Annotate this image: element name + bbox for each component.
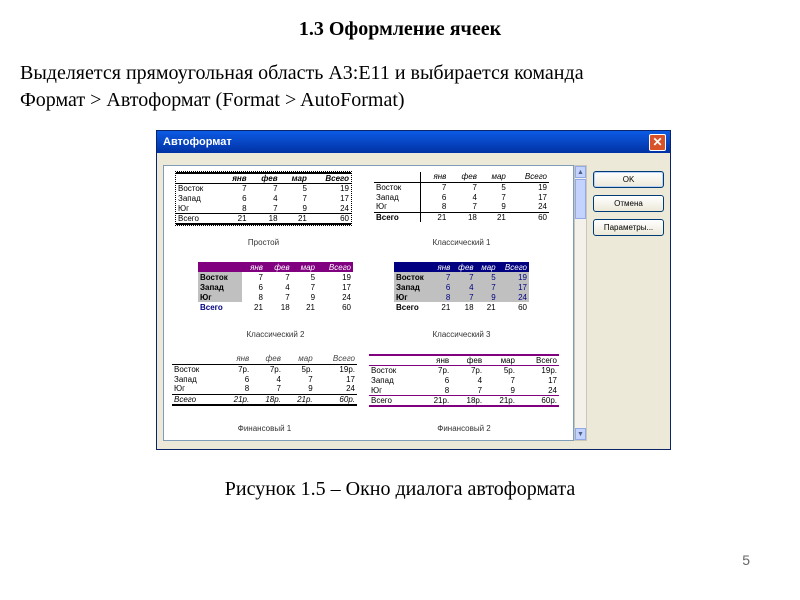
preview-cell: янв: [242, 262, 265, 272]
preview-row: [394, 272, 529, 282]
intro-line-2: Формат > Автоформат (Format > AutoFormat): [20, 89, 405, 111]
preview-cell: 21: [280, 214, 309, 225]
preview-cell: Запад: [178, 194, 201, 203]
preview-row: [176, 214, 351, 225]
preview-cell: фев: [251, 354, 283, 364]
preview-cell: Юг: [374, 202, 421, 212]
preview-cell: 19: [342, 272, 351, 282]
format-preview: [198, 262, 353, 312]
format-preview: [374, 172, 549, 222]
preview-cell: 7: [285, 292, 290, 302]
preview-cell: 7: [310, 282, 316, 292]
preview-row: [394, 302, 529, 312]
preview-cell: 9: [510, 385, 515, 395]
page-number: 5: [742, 552, 750, 568]
preview-row: [394, 262, 529, 272]
preview-cell: янв: [418, 355, 451, 366]
format-label: Классический 3: [432, 330, 491, 339]
preview-cell: 7: [273, 203, 278, 213]
preview-cell: мар: [479, 172, 508, 182]
preview-cell: Восток: [198, 272, 242, 282]
format-label: Простой: [247, 238, 280, 247]
preview-cell: 21: [254, 302, 263, 312]
preview-cell: Всего: [498, 262, 529, 272]
preview-cell: 4: [273, 194, 278, 203]
preview-cell: мар: [484, 355, 517, 366]
preview-cell: 4: [472, 192, 477, 202]
preview-cell: 21: [476, 302, 498, 312]
preview-cell: Всего: [374, 212, 421, 222]
preview-cell: 7: [476, 282, 498, 292]
preview-cell: 18: [452, 302, 475, 312]
format-classic-2[interactable]: [198, 262, 353, 340]
preview-cell: 7: [432, 272, 452, 282]
preview-cell: 7: [510, 376, 515, 385]
preview-cell: 21: [479, 212, 508, 222]
gallery-scrollbar[interactable]: [574, 165, 587, 441]
preview-cell: 8: [441, 202, 447, 212]
format-gallery: [163, 165, 574, 441]
format-label: Финансовый 2: [437, 424, 491, 433]
preview-cell: 24: [548, 385, 557, 395]
preview-cell: 21р.: [484, 396, 517, 407]
preview-cell: 18р.: [251, 394, 283, 405]
preview-cell: 17: [342, 282, 351, 292]
preview-cell: 18: [249, 214, 280, 225]
preview-cell: 7: [302, 194, 307, 203]
preview-cell: 60: [309, 214, 351, 225]
preview-cell: Всего: [315, 354, 357, 364]
preview-row: [369, 386, 559, 396]
dialog-titlebar: [157, 131, 670, 153]
preview-row: [176, 184, 351, 194]
preview-cell: 4: [276, 374, 281, 384]
preview-cell: Всего: [517, 355, 559, 366]
format-preview: [172, 354, 357, 406]
preview-row: [374, 202, 549, 212]
preview-cell: 5р.: [503, 366, 515, 376]
preview-cell: Юг: [174, 384, 185, 394]
figure-caption: Рисунок 1.5 – Окно диалога автоформата: [224, 478, 576, 500]
preview-row: [198, 262, 353, 272]
preview-cell: 17: [538, 192, 547, 202]
format-label: Классический 2: [246, 330, 305, 339]
preview-cell: Запад: [371, 376, 394, 385]
scroll-down-icon[interactable]: ▼: [575, 428, 586, 440]
preview-cell: 19р.: [541, 366, 557, 376]
preview-cell: Всего: [198, 302, 242, 312]
preview-cell: Запад: [394, 282, 432, 292]
preview-row: [374, 192, 549, 202]
format-preview: [176, 172, 351, 225]
preview-cell: Всего: [508, 172, 549, 182]
preview-row: [369, 396, 559, 407]
format-preview: [369, 354, 559, 407]
preview-cell: 4: [285, 282, 290, 292]
preview-row: [176, 204, 351, 214]
preview-cell: 8: [242, 203, 247, 213]
preview-cell: Всего: [309, 173, 351, 184]
preview-cell: 7р.: [438, 366, 450, 376]
preview-cell: 17: [498, 282, 529, 292]
preview-cell: [394, 262, 432, 272]
autoformat-dialog: [156, 130, 671, 450]
preview-cell: Юг: [371, 385, 382, 395]
format-classic-3[interactable]: [394, 262, 529, 340]
preview-cell: 9: [308, 384, 313, 394]
preview-cell: Восток: [371, 366, 397, 376]
preview-cell: Всего: [172, 394, 220, 405]
slide-title: 1.3 Оформление ячеек: [298, 18, 502, 40]
preview-cell: мар: [283, 354, 315, 364]
preview-row: [172, 384, 357, 394]
preview-cell: 7р.: [269, 364, 281, 374]
preview-cell: 8: [244, 384, 250, 394]
preview-cell: фев: [448, 172, 479, 182]
preview-cell: Всего: [369, 396, 418, 407]
format-classic-1[interactable]: [374, 172, 549, 250]
intro-text: [20, 60, 790, 114]
preview-cell: 21р.: [283, 394, 315, 405]
preview-cell: 8: [432, 292, 452, 302]
preview-cell: мар: [292, 262, 317, 272]
preview-cell: Восток: [394, 272, 432, 282]
preview-cell: 21р.: [418, 396, 451, 407]
preview-row: [172, 374, 357, 384]
preview-cell: 6: [432, 282, 452, 292]
preview-cell: фев: [265, 262, 292, 272]
format-preview: [394, 262, 529, 312]
parameters-button[interactable]: Параметры...: [593, 219, 664, 236]
preview-cell: 24: [346, 384, 355, 394]
preview-cell: янв: [221, 173, 249, 184]
format-financial-1[interactable]: [172, 354, 357, 434]
preview-cell: Всего: [394, 302, 432, 312]
preview-cell: 5: [302, 184, 307, 194]
preview-cell: Всего: [317, 262, 353, 272]
preview-row: [176, 194, 351, 204]
preview-row: [198, 272, 353, 282]
preview-cell: фев: [249, 173, 280, 184]
preview-cell: 24: [498, 292, 529, 302]
preview-row: [172, 364, 357, 374]
preview-row: [374, 182, 549, 192]
preview-cell: мар: [476, 262, 498, 272]
preview-cell: 7: [472, 182, 477, 192]
preview-cell: 21: [421, 212, 448, 222]
preview-cell: 24: [342, 292, 351, 302]
preview-cell: 24: [538, 202, 547, 212]
preview-row: [369, 355, 559, 366]
preview-cell: 7: [285, 272, 290, 282]
preview-cell: 60: [342, 302, 351, 312]
preview-cell: 7: [452, 292, 475, 302]
preview-cell: 9: [501, 202, 506, 212]
preview-row: [374, 212, 549, 222]
preview-cell: 9: [476, 292, 498, 302]
preview-cell: 21: [306, 302, 316, 312]
preview-cell: 5: [501, 182, 506, 192]
preview-cell: Запад: [374, 192, 421, 202]
preview-cell: 6: [441, 192, 447, 202]
preview-cell: 7: [441, 182, 447, 192]
preview-cell: 7: [242, 184, 247, 194]
preview-cell: Юг: [198, 292, 242, 302]
preview-cell: фев: [451, 355, 484, 366]
preview-cell: 7: [273, 184, 278, 194]
preview-row: [176, 173, 351, 184]
preview-cell: Запад: [198, 282, 242, 292]
preview-cell: 19: [538, 182, 547, 192]
format-financial-2[interactable]: [369, 354, 559, 434]
preview-row: [394, 282, 529, 292]
preview-row: [198, 292, 353, 302]
preview-cell: 6: [244, 374, 250, 384]
preview-cell: [176, 173, 221, 184]
preview-cell: 60: [498, 302, 529, 312]
preview-cell: Восток: [374, 182, 421, 192]
preview-cell: 60р.: [315, 394, 357, 405]
preview-cell: Всего: [176, 214, 221, 225]
preview-row: [198, 302, 353, 312]
format-label: Классический 1: [432, 238, 491, 247]
preview-row: [198, 282, 353, 292]
preview-cell: Запад: [174, 374, 197, 384]
preview-cell: янв: [220, 354, 252, 364]
preview-cell: 5р.: [301, 364, 313, 374]
preview-cell: 5: [310, 272, 316, 282]
preview-cell: 7р.: [470, 366, 483, 376]
preview-cell: Юг: [394, 292, 432, 302]
preview-row: [374, 172, 549, 182]
preview-cell: 9: [310, 292, 316, 302]
scroll-up-icon[interactable]: ▲: [575, 166, 586, 178]
preview-cell: 24: [340, 203, 349, 213]
preview-cell: [374, 172, 421, 182]
preview-cell: 7: [472, 202, 477, 212]
preview-cell: 19р.: [339, 364, 355, 374]
preview-cell: 7: [308, 374, 313, 384]
scroll-thumb[interactable]: [575, 179, 586, 219]
preview-row: [369, 376, 559, 386]
preview-cell: 18р.: [451, 396, 484, 407]
preview-cell: 21: [432, 302, 452, 312]
preview-cell: янв: [432, 262, 452, 272]
preview-cell: 7: [501, 192, 506, 202]
format-simple[interactable]: [176, 172, 351, 250]
preview-cell: 17: [340, 194, 349, 203]
preview-cell: 18: [280, 302, 290, 312]
preview-cell: 7: [276, 384, 281, 394]
preview-cell: 7: [452, 272, 475, 282]
preview-cell: 18: [448, 212, 479, 222]
format-label: Финансовый 1: [237, 424, 292, 433]
close-icon[interactable]: ✕: [649, 134, 666, 151]
preview-cell: [198, 262, 242, 272]
preview-cell: 19: [340, 184, 349, 194]
preview-cell: 7: [477, 385, 483, 395]
preview-cell: Восток: [174, 364, 200, 374]
preview-cell: [369, 355, 418, 366]
cancel-button[interactable]: Отмена: [593, 195, 664, 212]
preview-row: [369, 366, 559, 376]
preview-cell: янв: [421, 172, 448, 182]
preview-row: [172, 394, 357, 405]
preview-cell: 60р.: [517, 396, 559, 407]
preview-cell: 5: [476, 272, 498, 282]
preview-cell: 17: [346, 374, 355, 384]
preview-cell: 21р.: [220, 394, 252, 405]
preview-cell: Юг: [178, 203, 189, 213]
preview-cell: 7: [258, 272, 263, 282]
preview-cell: 9: [302, 203, 307, 213]
preview-cell: 60: [508, 212, 549, 222]
preview-cell: фев: [452, 262, 475, 272]
preview-cell: 7р.: [238, 364, 250, 374]
preview-cell: 17: [548, 376, 557, 385]
preview-cell: 19: [498, 272, 529, 282]
preview-row: [394, 292, 529, 302]
preview-cell: 6: [444, 376, 450, 385]
preview-cell: 8: [444, 385, 450, 395]
preview-cell: 4: [452, 282, 475, 292]
dialog-title: Автоформат: [163, 136, 232, 148]
intro-line-1: Выделяется прямоугольная область А3:Е11 и выбирается команда: [20, 62, 584, 84]
preview-cell: Восток: [178, 184, 204, 194]
preview-cell: 6: [258, 282, 263, 292]
preview-row: [172, 354, 357, 364]
preview-cell: 4: [477, 376, 483, 385]
preview-cell: мар: [280, 173, 309, 184]
ok-button[interactable]: OK: [593, 171, 664, 188]
preview-cell: 21: [221, 214, 249, 225]
preview-cell: [172, 354, 220, 364]
preview-cell: 6: [242, 194, 247, 203]
preview-cell: 8: [258, 292, 263, 302]
